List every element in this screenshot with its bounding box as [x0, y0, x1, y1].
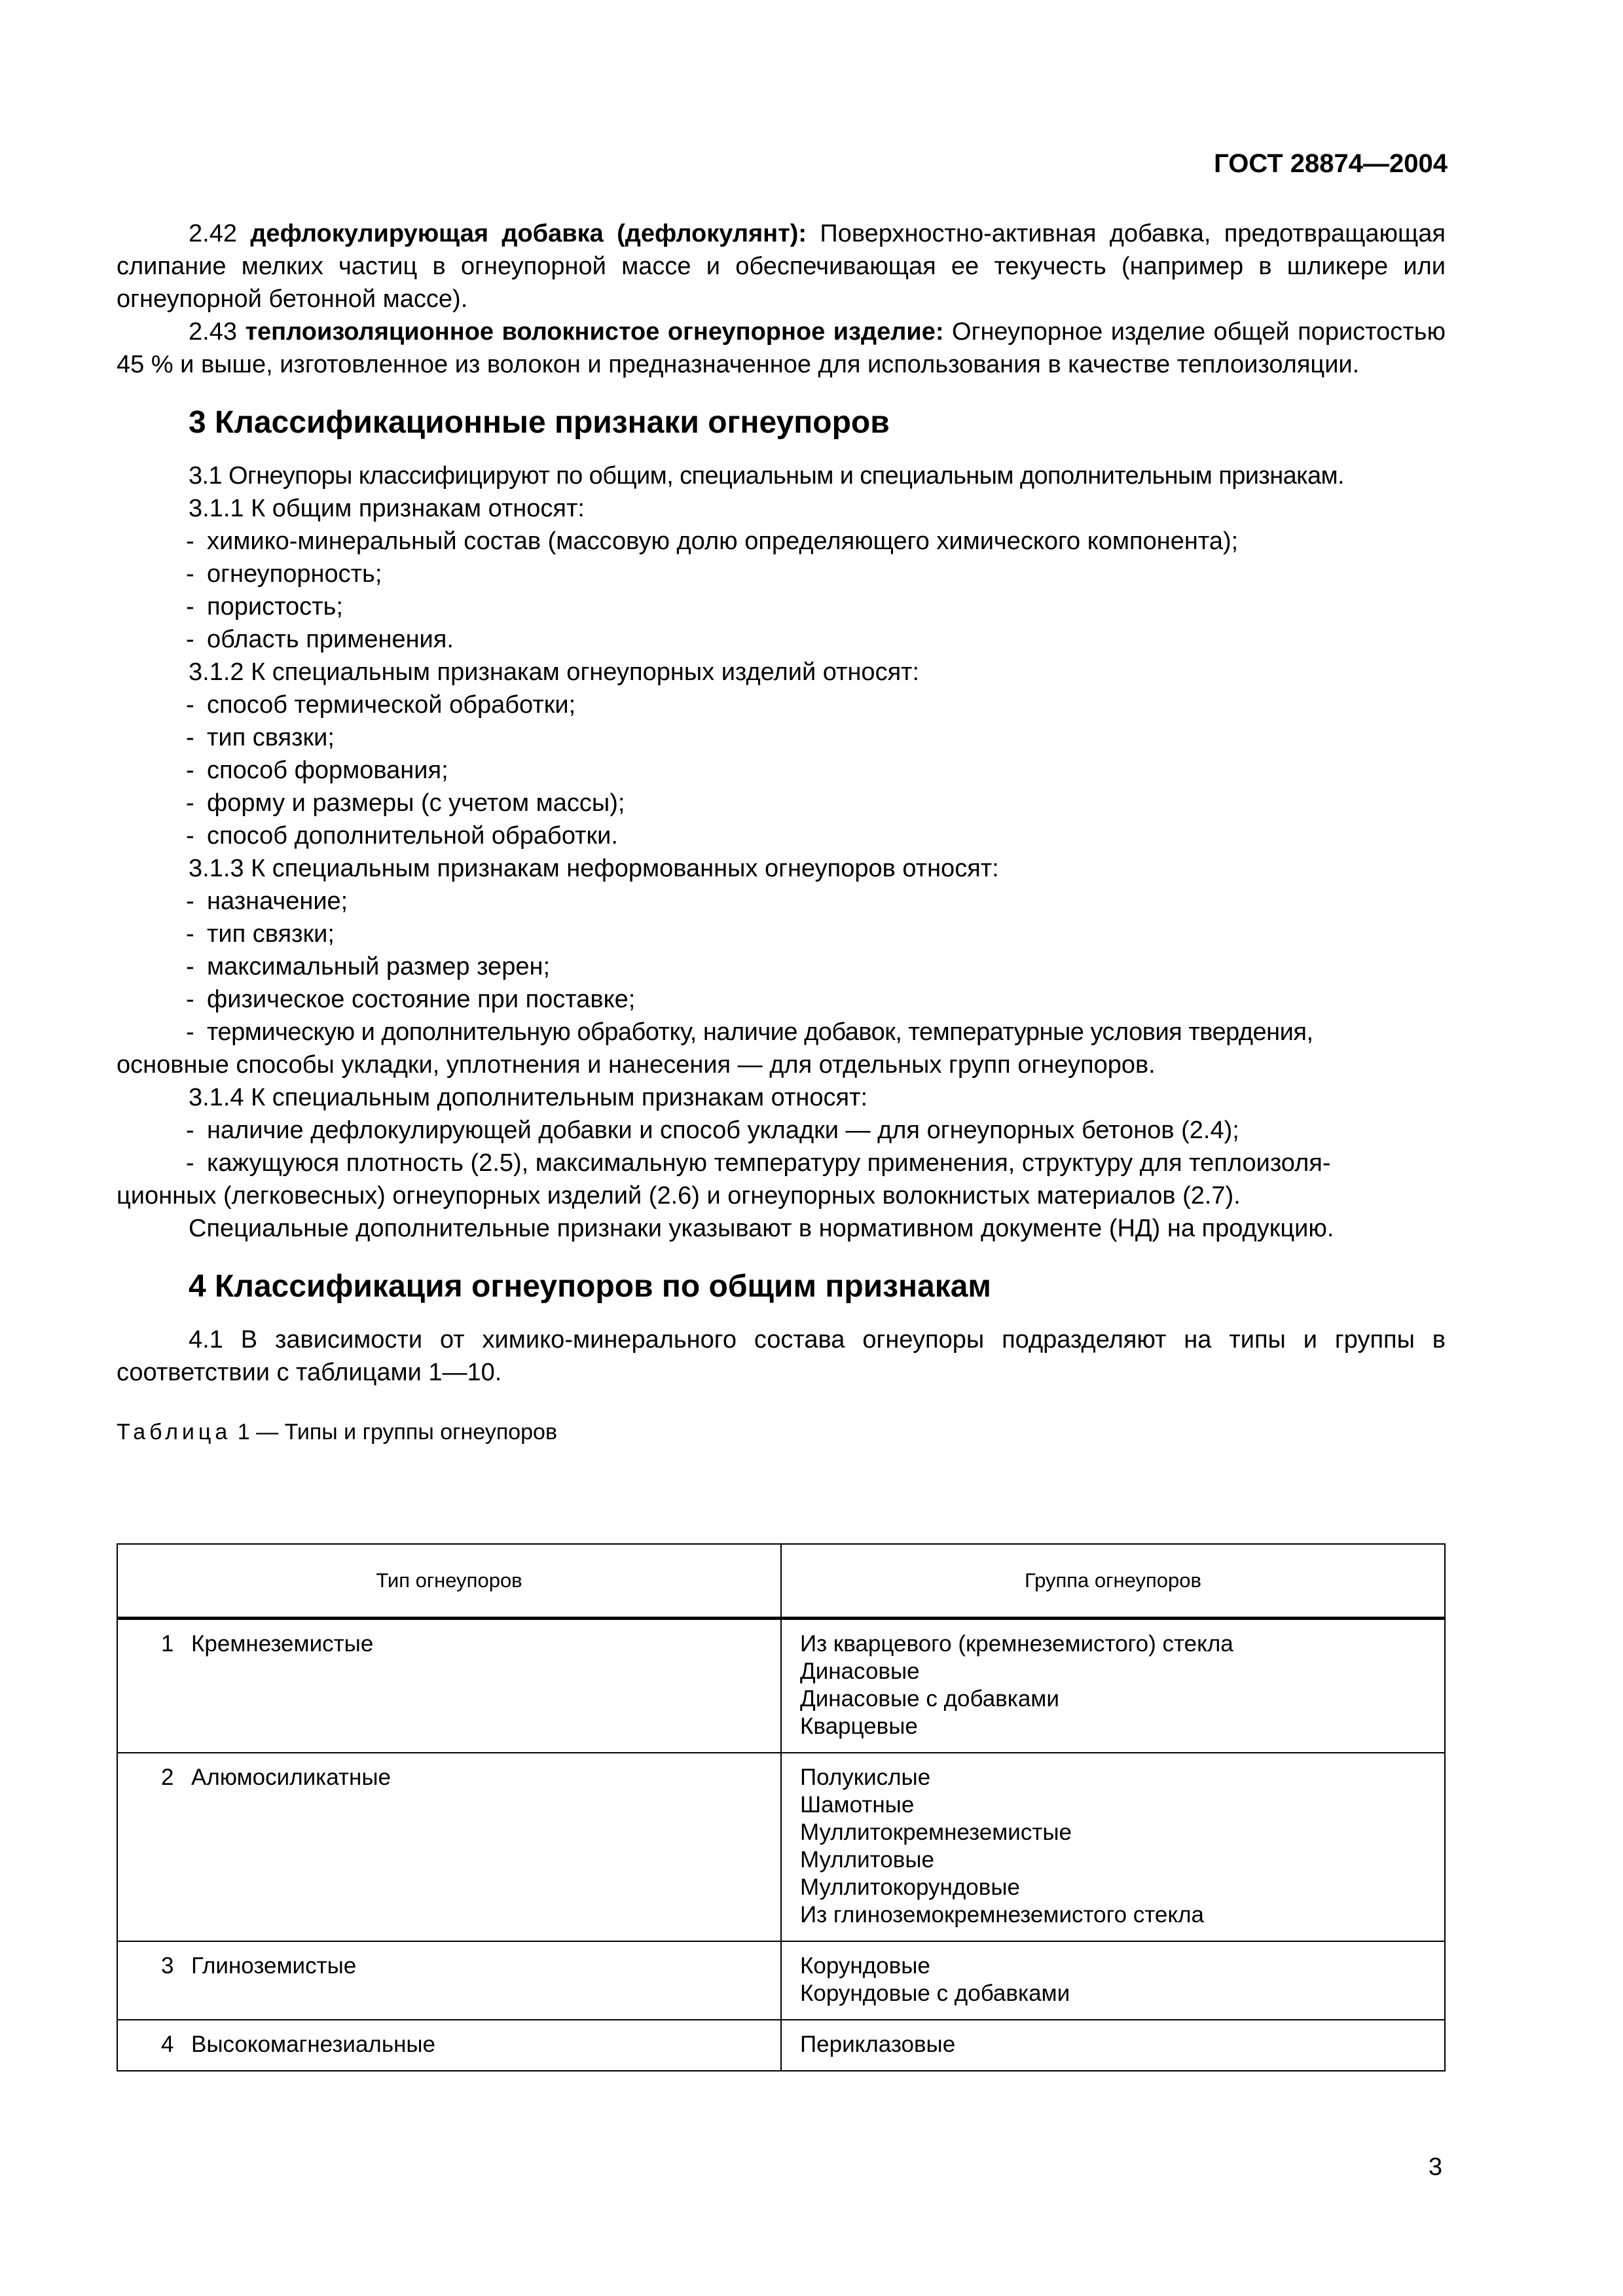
- list-item: - максимальный размер зерен;: [186, 953, 551, 980]
- document-body: [117, 217, 1446, 1446]
- type-cell: [117, 1753, 781, 1941]
- list-item: - способ формования;: [186, 757, 448, 784]
- list-item: - область применения.: [186, 626, 454, 653]
- group-name: Периклазовые: [800, 2032, 956, 2057]
- table-row: [117, 1753, 1445, 1941]
- group-cell: [781, 2020, 1445, 2071]
- type-number: 1: [161, 1631, 174, 1657]
- section-3-heading: 3 Классификационные признаки огнеупоров: [189, 405, 890, 440]
- definition-2-43: [117, 315, 1446, 381]
- section-4-heading: 4 Классификация огнеупоров по общим признакам: [189, 1269, 991, 1304]
- type-number: 4: [161, 2032, 174, 2057]
- clause-3-1-3: 3.1.3 К специальным признакам неформованных огнеупоров относят:: [189, 855, 999, 882]
- list-item: - тип связки;: [186, 920, 335, 948]
- type-number: 3: [161, 1953, 174, 1979]
- group-name: Шамотные: [800, 1792, 915, 1818]
- list-item-continuation: основные способы укладки, уплотнения и нанесения — для отдельных групп огнеупоров.: [117, 1051, 1156, 1079]
- table-header-row: [117, 1544, 1445, 1619]
- type-name: Алюмосиликатные: [191, 1765, 391, 1790]
- definition-text: Поверхностно-активная добавка, предотвращающая слипание мелких частиц в огнеупорной массе и обеспечивающая ее текучесть (например в шликере или огнеупорной бетонной массе).: [117, 220, 1446, 313]
- definition-number: 2.43: [189, 318, 237, 346]
- group-cell: [781, 1941, 1445, 2020]
- type-name: Кремнеземистые: [191, 1631, 374, 1657]
- table-1-caption: [117, 1418, 1446, 1446]
- column-header-type: Тип огнеупоров: [117, 1544, 781, 1619]
- type-number: 2: [161, 1765, 174, 1790]
- table-caption-title: 1 — Типы и группы огнеупоров: [237, 1420, 558, 1444]
- group-name: Из глиноземокремнеземистого стекла: [800, 1902, 1204, 1928]
- list-item: - назначение;: [186, 888, 348, 915]
- definition-text: Огнеупорное изделие общей пористостью 45 % и выше, изготовленное из волокон и предназначенное для использования в качестве теплоизоляции.: [117, 318, 1446, 378]
- list-item: - способ дополнительной обработки.: [186, 822, 618, 850]
- list-item: - пористость;: [186, 593, 343, 620]
- group-name: Динасовые с добавками: [800, 1686, 1059, 1712]
- table-caption-label: Таблица: [117, 1420, 232, 1444]
- type-cell: [117, 2020, 781, 2071]
- type-name: Высокомагнезиальные: [191, 2032, 436, 2057]
- group-name: Из кварцевого (кремнеземистого) стекла: [800, 1631, 1233, 1657]
- table-1: [117, 1543, 1446, 2072]
- clause-3-1-2: 3.1.2 К специальным признакам огнеупорных изделий относят:: [189, 658, 920, 686]
- group-cell: [781, 1619, 1445, 1753]
- list-item: - химико-минеральный состав (массовую долю определяющего химического компонента);: [186, 528, 1239, 555]
- list-item: - тип связки;: [186, 724, 335, 751]
- clause-3-1-1: 3.1.1 К общим признакам относят:: [189, 495, 585, 522]
- list-item: - огнеупорность;: [186, 560, 382, 588]
- group-name: Корундовые: [800, 1953, 930, 1979]
- type-cell: [117, 1941, 781, 2020]
- list-item: - физическое состояние при поставке;: [186, 986, 636, 1013]
- table-row: [117, 1619, 1445, 1753]
- column-header-group: Группа огнеупоров: [781, 1544, 1445, 1619]
- list-item: - способ термической обработки;: [186, 691, 576, 719]
- list-item: - термическую и дополнительную обработку, наличие добавок, температурные условия твердения,: [186, 1018, 1313, 1046]
- list-item: - форму и размеры (с учетом массы);: [186, 789, 625, 817]
- table-row: [117, 2020, 1445, 2071]
- list-item-continuation: ционных (легковесных) огнеупорных изделий (2.6) и огнеупорных волокнистых материалов (2.7).: [117, 1182, 1241, 1210]
- definition-2-42: [117, 217, 1446, 315]
- definition-term: теплоизоляционное волокнистое огнеупорное изделие:: [245, 318, 944, 346]
- group-name: Корундовые с добавками: [800, 1981, 1070, 2006]
- clause-4-1: 4.1 В зависимости от химико-минерального состава огнеупоры подразделяют на типы и группы в соответствии с таблицами 1—10.: [117, 1326, 1446, 1386]
- type-name: Глиноземистые: [191, 1953, 357, 1979]
- page-number: 3: [1428, 2153, 1442, 2181]
- group-name: Муллитовые: [800, 1847, 934, 1873]
- clause-3-1: 3.1 Огнеупоры классифицируют по общим, специальным и специальным дополнительным признакам.: [189, 462, 1344, 490]
- closing-paragraph: Специальные дополнительные признаки указывают в нормативном документе (НД) на продукцию.: [189, 1215, 1334, 1242]
- group-cell: [781, 1753, 1445, 1941]
- group-name: Муллитокремнеземистые: [800, 1820, 1072, 1845]
- group-name: Полукислые: [800, 1765, 931, 1790]
- document-id-header: ГОСТ 28874—2004: [1214, 149, 1448, 178]
- type-cell: [117, 1619, 781, 1753]
- group-name: Динасовые: [800, 1659, 920, 1684]
- table-row: [117, 1941, 1445, 2020]
- group-name: Муллитокорундовые: [800, 1874, 1020, 1900]
- group-name: Кварцевые: [800, 1713, 918, 1739]
- definition-term: дефлокулирующая добавка (дефлокулянт):: [250, 220, 807, 247]
- clause-3-1-4: 3.1.4 К специальным дополнительным признакам относят:: [189, 1084, 868, 1111]
- list-item: - кажущуюся плотность (2.5), максимальную температуру применения, структуру для теплоизоля-: [186, 1149, 1331, 1177]
- definition-number: 2.42: [189, 220, 237, 247]
- list-item: - наличие дефлокулирующей добавки и способ укладки — для огнеупорных бетонов (2.4);: [186, 1117, 1239, 1144]
